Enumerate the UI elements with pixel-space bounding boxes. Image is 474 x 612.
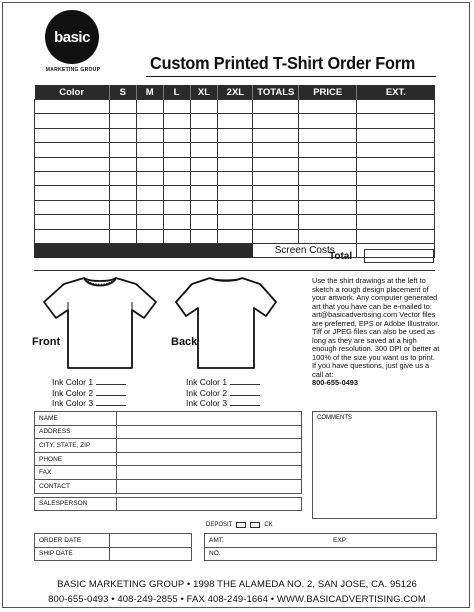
order-cell[interactable] bbox=[218, 171, 253, 185]
order-row bbox=[35, 229, 435, 243]
order-cell[interactable] bbox=[218, 114, 253, 128]
order-cell[interactable] bbox=[357, 186, 435, 200]
order-cell[interactable] bbox=[163, 229, 190, 243]
order-cell[interactable] bbox=[109, 186, 136, 200]
amount-field[interactable] bbox=[205, 534, 330, 548]
front-ink-1[interactable] bbox=[52, 377, 126, 388]
ink-label: Ink Color 2 bbox=[186, 387, 228, 398]
header-color: Color bbox=[35, 85, 110, 100]
ink-label: Ink Color 1 bbox=[186, 377, 228, 387]
front-ink-2[interactable] bbox=[52, 388, 126, 399]
order-cell[interactable] bbox=[136, 215, 163, 229]
order-cell[interactable] bbox=[218, 186, 253, 200]
order-cell[interactable] bbox=[299, 100, 357, 114]
order-cell[interactable] bbox=[35, 200, 110, 214]
customer-field-label: PHONE bbox=[35, 452, 117, 466]
customer-field-input[interactable] bbox=[117, 439, 302, 453]
ink-label: Ink Color 3 bbox=[186, 398, 228, 408]
front-ink-colors bbox=[52, 377, 126, 409]
order-cell[interactable] bbox=[190, 171, 218, 185]
header-totals: TOTALS bbox=[253, 85, 299, 100]
ship-date-row[interactable] bbox=[35, 547, 192, 561]
footer-contacts: 800-655-0493 • 408-249-2855 • FAX 408-249-1664 • WWW.BASICADVERTISING.COM bbox=[48, 594, 426, 605]
credit-card-icon[interactable] bbox=[250, 522, 260, 528]
order-cell[interactable] bbox=[136, 143, 163, 157]
order-cell[interactable] bbox=[163, 143, 190, 157]
footer-address: BASIC MARKETING GROUP • 1998 THE ALAMEDA NO. 2, SAN JOSE, CA. 95126 bbox=[57, 579, 417, 590]
header-price: PRICE bbox=[299, 85, 357, 100]
order-date-row[interactable] bbox=[35, 534, 192, 548]
order-row bbox=[35, 171, 435, 185]
logo-subtitle: MARKETING GROUP bbox=[45, 67, 101, 73]
order-cell[interactable] bbox=[109, 114, 136, 128]
credit-card-icon[interactable] bbox=[236, 522, 246, 528]
customer-field-row[interactable] bbox=[35, 425, 302, 439]
customer-field-label: FAX bbox=[35, 466, 117, 480]
order-cell[interactable] bbox=[253, 157, 299, 171]
order-cell[interactable] bbox=[218, 229, 253, 243]
order-cell[interactable] bbox=[299, 186, 357, 200]
ink-label: Ink Color 3 bbox=[52, 398, 94, 408]
order-cell[interactable] bbox=[253, 143, 299, 157]
customer-field-input[interactable] bbox=[117, 466, 302, 480]
order-cell[interactable] bbox=[299, 215, 357, 229]
order-cell[interactable] bbox=[136, 186, 163, 200]
customer-field-input[interactable] bbox=[117, 479, 302, 493]
order-cell[interactable] bbox=[163, 114, 190, 128]
order-cell[interactable] bbox=[109, 200, 136, 214]
order-cell[interactable] bbox=[299, 143, 357, 157]
order-cell[interactable] bbox=[357, 143, 435, 157]
order-cell[interactable] bbox=[109, 171, 136, 185]
order-cell[interactable] bbox=[357, 114, 435, 128]
ship-date-label: SHIP DATE bbox=[35, 547, 110, 561]
back-ink-1[interactable] bbox=[186, 377, 260, 388]
order-cell[interactable] bbox=[357, 100, 435, 114]
order-cell[interactable] bbox=[136, 100, 163, 114]
artwork-instructions bbox=[312, 277, 440, 388]
order-cell[interactable] bbox=[136, 171, 163, 185]
ink-label: Ink Color 1 bbox=[52, 377, 94, 387]
order-cell[interactable] bbox=[253, 128, 299, 142]
order-cell[interactable] bbox=[163, 200, 190, 214]
order-row bbox=[35, 200, 435, 214]
order-cell[interactable] bbox=[218, 143, 253, 157]
order-cell[interactable] bbox=[35, 100, 110, 114]
card-number-field[interactable] bbox=[205, 547, 437, 561]
customer-field-label: ADDRESS bbox=[35, 425, 117, 439]
title-rule bbox=[146, 76, 436, 77]
header-s: S bbox=[109, 85, 136, 100]
front-shirt-drawing[interactable] bbox=[40, 272, 160, 372]
customer-field-label: CONTACT bbox=[35, 479, 117, 493]
order-cell[interactable] bbox=[109, 128, 136, 142]
order-row bbox=[35, 143, 435, 157]
amount-row[interactable] bbox=[205, 534, 437, 548]
order-cell[interactable] bbox=[35, 143, 110, 157]
card-number-row[interactable] bbox=[205, 547, 437, 561]
customer-field-label: CITY, STATE, ZIP bbox=[35, 439, 117, 453]
card-number-label: NO. bbox=[209, 550, 221, 558]
order-cell[interactable] bbox=[218, 200, 253, 214]
order-cell[interactable] bbox=[299, 171, 357, 185]
order-cell[interactable] bbox=[357, 171, 435, 185]
order-row bbox=[35, 157, 435, 171]
company-logo bbox=[45, 10, 99, 64]
back-ink-2[interactable] bbox=[186, 388, 260, 399]
order-row bbox=[35, 100, 435, 114]
order-cell[interactable] bbox=[299, 229, 357, 243]
front-label: Front bbox=[32, 336, 61, 348]
order-cell[interactable] bbox=[190, 157, 218, 171]
order-row bbox=[35, 215, 435, 229]
customer-field-input[interactable] bbox=[117, 452, 302, 466]
back-ink-colors bbox=[186, 377, 260, 409]
order-cell[interactable] bbox=[163, 157, 190, 171]
instructions-phone: 800-655-0493 bbox=[312, 378, 359, 387]
order-cell[interactable] bbox=[136, 229, 163, 243]
order-cell[interactable] bbox=[218, 157, 253, 171]
customer-field-row[interactable] bbox=[35, 452, 302, 466]
order-cell[interactable] bbox=[299, 114, 357, 128]
order-row bbox=[35, 186, 435, 200]
order-row bbox=[35, 128, 435, 142]
order-cell[interactable] bbox=[136, 114, 163, 128]
order-cell[interactable] bbox=[190, 114, 218, 128]
form-title: Custom Printed T-Shirt Order Form bbox=[150, 53, 416, 73]
header-m: M bbox=[136, 85, 163, 100]
order-cell[interactable] bbox=[253, 171, 299, 185]
order-cell[interactable] bbox=[35, 229, 110, 243]
order-cell[interactable] bbox=[109, 229, 136, 243]
order-cell[interactable] bbox=[163, 100, 190, 114]
order-cell[interactable] bbox=[163, 128, 190, 142]
order-cell[interactable] bbox=[357, 128, 435, 142]
order-cell[interactable] bbox=[109, 215, 136, 229]
order-cell[interactable] bbox=[253, 229, 299, 243]
order-date-field[interactable] bbox=[110, 534, 192, 548]
order-cell[interactable] bbox=[109, 143, 136, 157]
total-label: Total bbox=[329, 251, 353, 262]
back-shirt-drawing[interactable] bbox=[174, 272, 278, 372]
ship-date-field[interactable] bbox=[110, 547, 192, 561]
header-l: L bbox=[163, 85, 190, 100]
order-cell[interactable] bbox=[190, 143, 218, 157]
order-cell[interactable] bbox=[218, 215, 253, 229]
header-ext: EXT. bbox=[357, 85, 435, 100]
amount-label: AMT. bbox=[209, 536, 224, 544]
deposit-label: DEPOSIT bbox=[206, 522, 233, 528]
order-cell[interactable] bbox=[163, 186, 190, 200]
back-ink-3[interactable] bbox=[186, 398, 260, 409]
exp-label: EXP: bbox=[329, 534, 363, 548]
order-cell[interactable] bbox=[299, 157, 357, 171]
header-2xl: 2XL bbox=[218, 85, 253, 100]
order-cell[interactable] bbox=[357, 157, 435, 171]
front-ink-3[interactable] bbox=[52, 398, 126, 409]
customer-field-input[interactable] bbox=[117, 412, 302, 426]
customer-field-input[interactable] bbox=[117, 425, 302, 439]
screen-costs-bar bbox=[35, 243, 253, 257]
order-cell[interactable] bbox=[299, 200, 357, 214]
order-cell[interactable] bbox=[357, 229, 435, 243]
order-cell[interactable] bbox=[136, 200, 163, 214]
order-cell[interactable] bbox=[357, 215, 435, 229]
back-label: Back bbox=[171, 336, 198, 348]
order-cell[interactable] bbox=[136, 128, 163, 142]
order-cell[interactable] bbox=[190, 186, 218, 200]
customer-field-row[interactable] bbox=[35, 479, 302, 493]
order-cell[interactable] bbox=[299, 128, 357, 142]
order-cell[interactable] bbox=[109, 100, 136, 114]
order-cell[interactable] bbox=[253, 200, 299, 214]
order-cell[interactable] bbox=[190, 128, 218, 142]
ck-label: CK bbox=[264, 522, 273, 528]
order-cell[interactable] bbox=[190, 215, 218, 229]
ink-label: Ink Color 2 bbox=[52, 387, 94, 398]
section-divider bbox=[34, 270, 435, 271]
customer-field-row[interactable] bbox=[35, 439, 302, 453]
dates-table bbox=[34, 533, 192, 561]
deposit-row bbox=[206, 522, 273, 528]
order-cell[interactable] bbox=[253, 114, 299, 128]
order-cell[interactable] bbox=[253, 215, 299, 229]
customer-field-row[interactable] bbox=[35, 412, 302, 426]
header-xl: XL bbox=[190, 85, 218, 100]
order-cell[interactable] bbox=[35, 157, 110, 171]
order-table bbox=[34, 85, 435, 258]
exp-field[interactable] bbox=[363, 534, 437, 548]
order-cell[interactable] bbox=[35, 215, 110, 229]
payment-table bbox=[204, 533, 437, 561]
order-cell[interactable] bbox=[253, 100, 299, 114]
instructions-text: Use the shirt drawings at the left to sketch a rough design placement of your artwork. Any computer generated art that you have can be e-mailed to: art@basicadvertising.com Vector files are preferred, EPS or Adobe Illustrator. Tiff or JPEG files can also be used as long as they are saved at a high enough resolution. 300 DPI or better at 100% of the size you want us to print. If you have questions, just give us a call at: bbox=[312, 276, 440, 379]
order-table-header bbox=[35, 85, 435, 100]
comments-box[interactable] bbox=[312, 411, 437, 519]
order-cell[interactable] bbox=[35, 171, 110, 185]
order-cell[interactable] bbox=[253, 186, 299, 200]
customer-field-label: NAME bbox=[35, 412, 117, 426]
order-cell[interactable] bbox=[163, 171, 190, 185]
order-row bbox=[35, 114, 435, 128]
salesperson-field[interactable] bbox=[117, 497, 302, 511]
order-cell[interactable] bbox=[218, 100, 253, 114]
logo-name: basic bbox=[54, 28, 90, 46]
order-cell[interactable] bbox=[190, 200, 218, 214]
order-cell[interactable] bbox=[136, 157, 163, 171]
salesperson-label: SALESPERSON bbox=[35, 497, 117, 511]
order-cell[interactable] bbox=[35, 128, 110, 142]
salesperson-row[interactable] bbox=[35, 497, 302, 511]
order-cell[interactable] bbox=[35, 186, 110, 200]
order-cell[interactable] bbox=[218, 128, 253, 142]
order-cell[interactable] bbox=[357, 200, 435, 214]
order-cell[interactable] bbox=[109, 157, 136, 171]
customer-info-table bbox=[34, 411, 302, 511]
customer-field-row[interactable] bbox=[35, 466, 302, 480]
order-cell[interactable] bbox=[163, 215, 190, 229]
order-date-label: ORDER DATE bbox=[35, 534, 110, 548]
order-cell[interactable] bbox=[190, 229, 218, 243]
screen-costs-label: Screen Costs bbox=[253, 243, 357, 257]
order-cell[interactable] bbox=[190, 100, 218, 114]
order-cell[interactable] bbox=[35, 114, 110, 128]
comments-label: COMMENTS bbox=[317, 415, 352, 421]
total-field[interactable] bbox=[364, 249, 434, 263]
